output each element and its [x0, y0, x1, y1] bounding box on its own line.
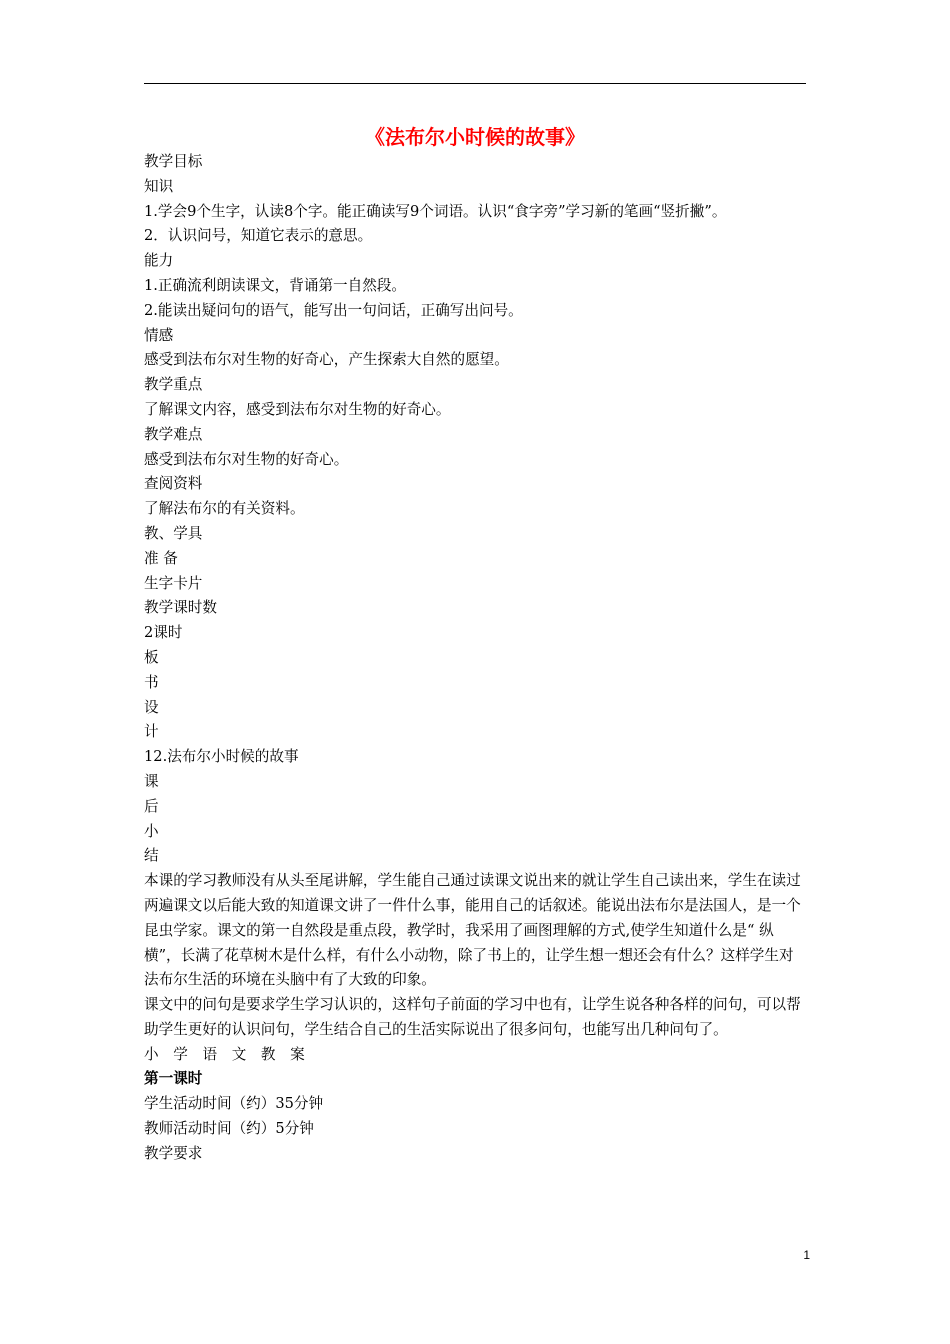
difficulties-text: 感受到法布尔对生物的好奇心。: [144, 450, 349, 468]
heading-class-hours: 教学课时数: [144, 599, 217, 617]
summary-label-char-2: 后: [144, 797, 159, 815]
emotion-text: 感受到法布尔对生物的好奇心，产生探索大自然的愿望。: [144, 351, 509, 369]
heading-first-lesson: 第一课时: [144, 1070, 203, 1088]
heading-knowledge: 知识: [144, 177, 174, 195]
class-hours-text: 2课时: [144, 624, 183, 642]
heading-teaching-requirements: 教学要求: [144, 1144, 203, 1162]
ability-item-1: 1.正确流利朗读课文，背诵第一自然段。: [144, 276, 407, 294]
heading-key-points: 教学重点: [144, 376, 203, 394]
heading-preparation: 准 备: [144, 549, 178, 567]
heading-difficulties: 教学难点: [144, 425, 203, 443]
document-body: [144, 150, 808, 1167]
preparation-text: 生字卡片: [144, 574, 203, 592]
summary-paragraph-1: 本课的学习教师没有从头至尾讲解，学生能自己通过读课文说出来的就让学生自己读出来，学生在读过两遍课文以后能大致的知道课文讲了一件什么事，能用自己的话叙述。能说出法布尔是法国人，是一个昆虫学家。课文的第一自然段是重点段，教学时，我采用了画图理解的方式,使学生知道什么是“ 纵横”，长满了花草树木是什么样，有什么小动物，除了书上的，让学生想一想还会有什么？这样学生对法布尔生活的环境在头脑中有了大致的印象。: [144, 872, 801, 989]
header-rule: [144, 83, 806, 84]
summary-label-char-1: 课: [144, 772, 159, 790]
key-points-text: 了解课文内容，感受到法布尔对生物的好奇心。: [144, 400, 451, 418]
board-label-char-4: 计: [144, 723, 159, 741]
board-design-text: 12.法布尔小时候的故事: [144, 748, 299, 766]
student-activity-time: 学生活动时间（约）35分钟: [144, 1095, 324, 1113]
board-label-char-2: 书: [144, 673, 159, 691]
heading-teaching-aids: 教、学具: [144, 524, 203, 542]
knowledge-item-2: 2．认识问号，知道它表示的意思。: [144, 227, 373, 245]
document-title: 《法布尔小时候的故事》: [365, 125, 585, 149]
page-number: 1: [803, 1248, 810, 1262]
board-label-char-1: 板: [144, 648, 159, 666]
summary-label-char-3: 小: [144, 822, 159, 840]
board-label-char-3: 设: [144, 698, 159, 716]
lesson-plan-label: 小 学 语 文 教 案: [144, 1045, 310, 1063]
knowledge-item-1: 1.学会9个生字，认读8个字。能正确读写9个词语。认识“食字旁”学习新的笔画“竖折撇”。: [144, 202, 727, 220]
heading-references: 查阅资料: [144, 475, 203, 493]
heading-emotion: 情感: [144, 326, 174, 344]
heading-teaching-goals: 教学目标: [144, 153, 203, 170]
teacher-activity-time: 教师活动时间（约）5分钟: [144, 1120, 314, 1138]
references-text: 了解法布尔的有关资料。: [144, 500, 305, 518]
summary-paragraph-2: 课文中的问句是要求学生学习认识的，这样句子前面的学习中也有，让学生说各种各样的问句，可以帮助学生更好的认识问句，学生结合自己的生活实际说出了很多问句，也能写出几种问句了。: [144, 996, 801, 1038]
heading-ability: 能力: [144, 252, 174, 270]
ability-item-2: 2.能读出疑问句的语气，能写出一句问话，正确写出问号。: [144, 301, 523, 319]
summary-label-char-4: 结: [144, 847, 159, 865]
